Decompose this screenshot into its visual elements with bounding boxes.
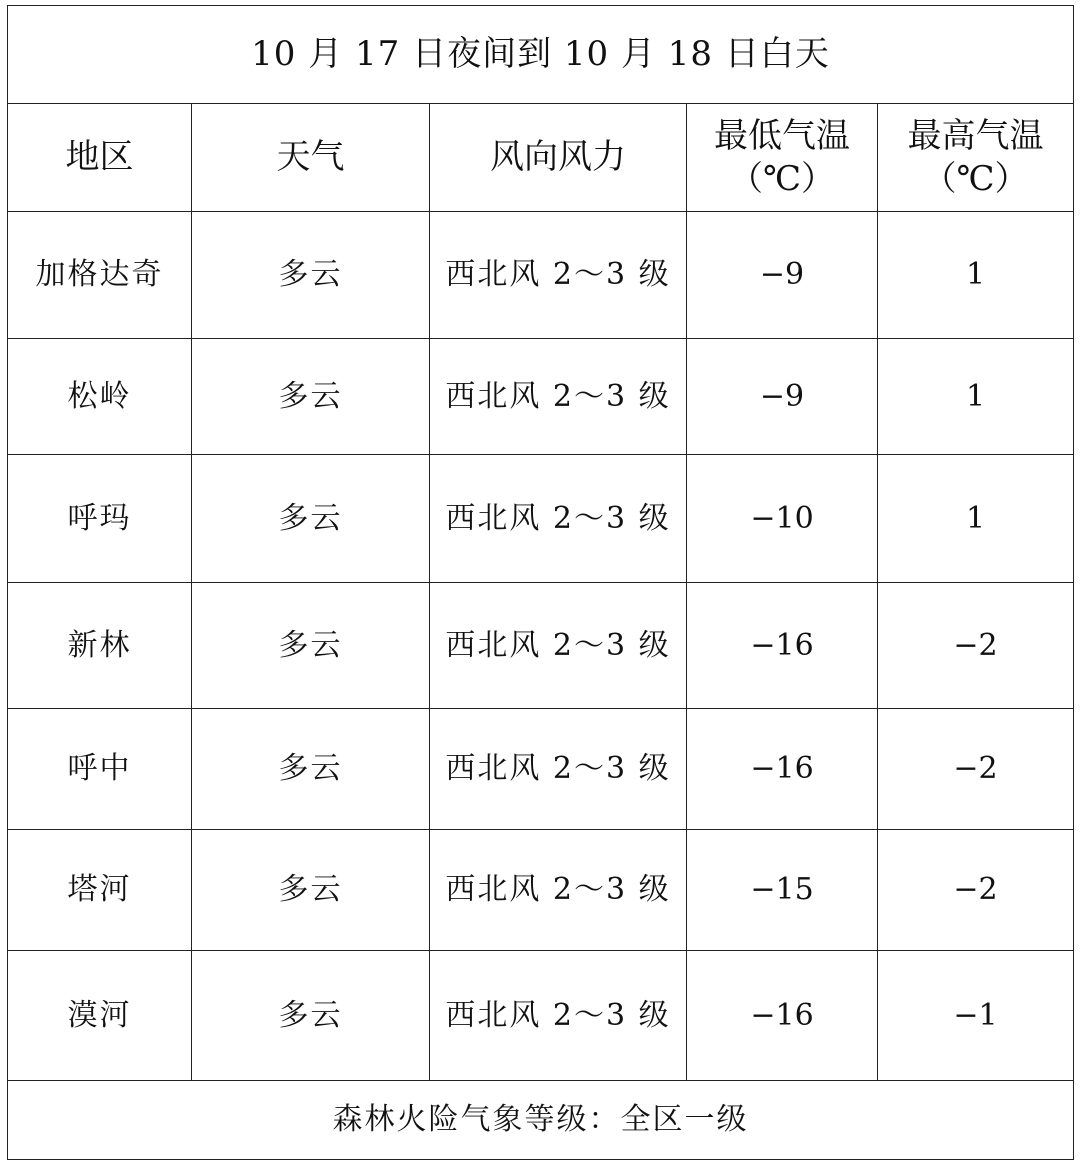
- weather-cell: 多云: [192, 455, 430, 583]
- min-temp-cell: −16: [687, 583, 878, 709]
- header-row: [8, 104, 1074, 212]
- table-title: 10 月 17 日夜间到 10 月 18 日白天: [8, 6, 1074, 104]
- header-weather: 天气: [192, 104, 430, 212]
- min-temp-cell: −16: [687, 951, 878, 1081]
- region-cell: 加格达奇: [8, 212, 192, 339]
- wind-cell: 西北风 2～3 级: [430, 830, 687, 951]
- header-min-temp-unit: （℃）: [728, 158, 836, 199]
- table-row: [8, 830, 1074, 951]
- region-cell: 呼中: [8, 709, 192, 830]
- weather-cell: 多云: [192, 583, 430, 709]
- wind-cell: 西北风 2～3 级: [430, 212, 687, 339]
- table-row: [8, 951, 1074, 1081]
- footer-row: [8, 1081, 1074, 1160]
- header-max-temp-label: 最高气温: [907, 116, 1044, 156]
- max-temp-cell: −2: [878, 830, 1074, 951]
- title-row: [8, 6, 1074, 104]
- wind-cell: 西北风 2～3 级: [430, 951, 687, 1081]
- wind-cell: 西北风 2～3 级: [430, 455, 687, 583]
- region-cell: 呼玛: [8, 455, 192, 583]
- min-temp-cell: −15: [687, 830, 878, 951]
- min-temp-cell: −16: [687, 709, 878, 830]
- wind-cell: 西北风 2～3 级: [430, 583, 687, 709]
- header-min-temp-label: 最低气温: [714, 116, 850, 156]
- region-cell: 松岭: [8, 339, 192, 455]
- max-temp-cell: 1: [878, 455, 1074, 583]
- table-row: [8, 709, 1074, 830]
- max-temp-cell: 1: [878, 212, 1074, 339]
- table-row: [8, 455, 1074, 583]
- wind-cell: 西北风 2～3 级: [430, 339, 687, 455]
- table-row: [8, 583, 1074, 709]
- max-temp-cell: −2: [878, 583, 1074, 709]
- region-cell: 塔河: [8, 830, 192, 951]
- wind-cell: 西北风 2～3 级: [430, 709, 687, 830]
- weather-cell: 多云: [192, 830, 430, 951]
- region-cell: 新林: [8, 583, 192, 709]
- forecast-table: [7, 5, 1074, 1160]
- min-temp-cell: −9: [687, 339, 878, 455]
- table-row: [8, 339, 1074, 455]
- table-row: [8, 212, 1074, 339]
- header-region: 地区: [8, 104, 192, 212]
- weather-cell: 多云: [192, 709, 430, 830]
- max-temp-cell: −2: [878, 709, 1074, 830]
- header-max-temp-unit: （℃）: [922, 158, 1029, 199]
- region-cell: 漠河: [8, 951, 192, 1081]
- header-wind: 风向风力: [430, 104, 687, 212]
- weather-cell: 多云: [192, 339, 430, 455]
- max-temp-cell: 1: [878, 339, 1074, 455]
- weather-cell: 多云: [192, 212, 430, 339]
- min-temp-cell: −10: [687, 455, 878, 583]
- weather-cell: 多云: [192, 951, 430, 1081]
- header-max-temp: [878, 104, 1074, 212]
- fire-danger-level: 森林火险气象等级：全区一级: [8, 1081, 1074, 1160]
- max-temp-cell: −1: [878, 951, 1074, 1081]
- min-temp-cell: −9: [687, 212, 878, 339]
- header-min-temp: [687, 104, 878, 212]
